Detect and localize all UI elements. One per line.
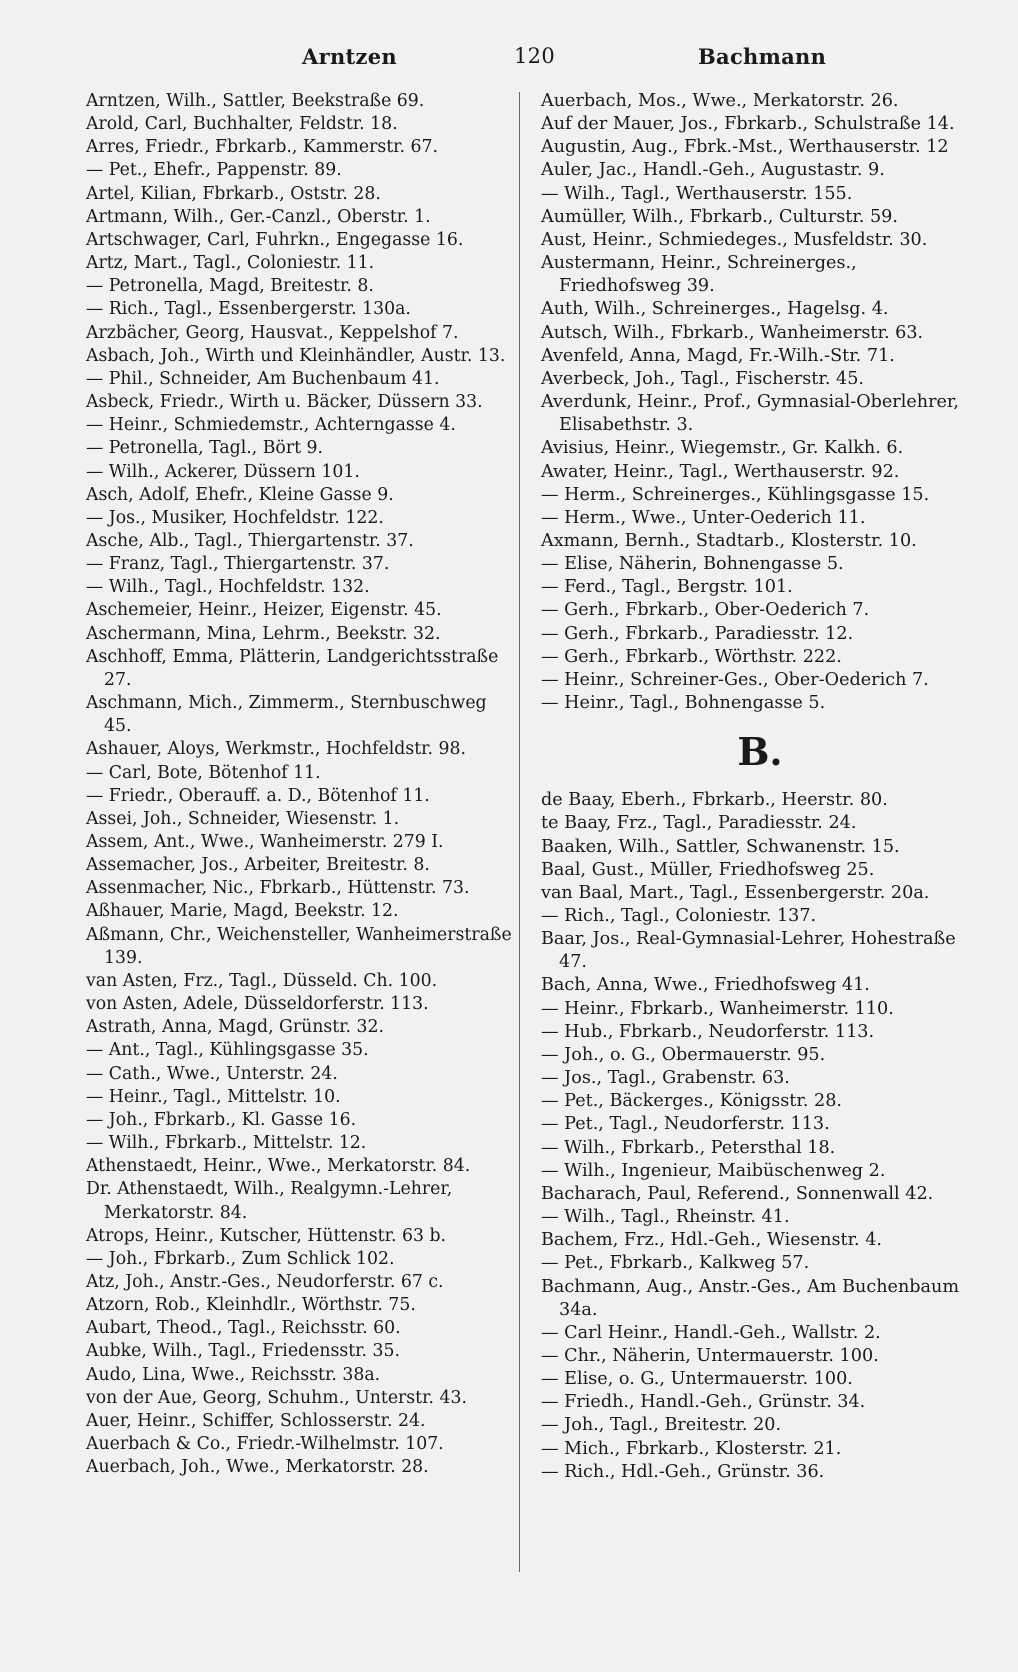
list-item: Athenstaedt, Heinr., Wwe., Merkatorstr. 84. — [86, 1156, 471, 1177]
list-item: Auer, Heinr., Schiffer, Schlosserstr. 24. — [86, 1410, 426, 1431]
list-item: Assenmacher, Nic., Fbrkarb., Hüttenstr. 73. — [86, 878, 470, 899]
list-item: — Elise, Näherin, Bohnengasse 5. — [541, 554, 844, 575]
list-item: — Herm., Wwe., Unter-Oederich 11. — [541, 507, 866, 528]
list-item: — Wilh., Fbrkarb., Mittelstr. 12. — [86, 1133, 367, 1154]
list-item: Artel, Kilian, Fbrkarb., Oststr. 28. — [86, 183, 381, 204]
list-item: Arzbächer, Georg, Hausvat., Keppelshof 7. — [86, 322, 459, 343]
list-item: — Rich., Tagl., Essenbergerstr. 130a. — [86, 299, 411, 320]
list-item: Artmann, Wilh., Ger.-Canzl., Oberstr. 1. — [86, 206, 431, 227]
list-item: — Friedh., Handl.-Geh., Grünstr. 34. — [541, 1392, 866, 1413]
list-item: — Gerh., Fbrkarb., Ober-Oederich 7. — [541, 600, 870, 621]
list-item: — Chr., Näherin, Untermauerstr. 100. — [541, 1345, 879, 1366]
section-letter-heading: B. — [737, 729, 783, 775]
list-item: Auf der Mauer, Jos., Fbrkarb., Schulstraße 14. — [541, 114, 955, 135]
list-item: — Hub., Fbrkarb., Neudorferstr. 113. — [541, 1021, 875, 1042]
list-item: — Heinr., Tagl., Bohnengasse 5. — [541, 693, 826, 714]
page-number: 120 — [514, 44, 555, 68]
list-item: — Rich., Tagl., Coloniestr. 137. — [541, 906, 817, 926]
list-item: — Wilh., Tagl., Werthauserstr. 155. — [541, 183, 853, 204]
list-item: Aßmann, Chr., Weichensteller, Wanheimerstraße 139. — [86, 924, 512, 968]
list-item: Artschwager, Carl, Fuhrkn., Engegasse 16. — [86, 229, 464, 250]
list-item: Aumüller, Wilh., Fbrkarb., Culturstr. 59. — [541, 206, 898, 227]
list-item: Aschermann, Mina, Lehrm., Beekstr. 32. — [86, 623, 441, 644]
list-item: — Petronella, Magd, Breitestr. 8. — [86, 276, 374, 297]
list-item: Astrath, Anna, Magd, Grünstr. 32. — [86, 1017, 385, 1038]
list-item: Aubke, Wilh., Tagl., Friedensstr. 35. — [86, 1341, 400, 1362]
list-item: Austermann, Heinr., Schreinerges., Friedhofsweg 39. — [541, 253, 857, 297]
list-item: — Ant., Tagl., Kühlingsgasse 35. — [86, 1040, 369, 1061]
list-item: — Franz, Tagl., Thiergartenstr. 37. — [86, 554, 390, 575]
list-item: Autsch, Wilh., Fbrkarb., Wanheimerstr. 63. — [541, 322, 924, 343]
list-item: — Joh., Tagl., Breitestr. 20. — [541, 1415, 782, 1436]
list-item: — Herm., Schreinerges., Kühlingsgasse 15. — [541, 484, 930, 505]
list-item: Assemacher, Jos., Arbeiter, Breitestr. 8. — [86, 855, 430, 876]
list-item: — Heinr., Fbrkarb., Wanheimerstr. 110. — [541, 998, 894, 1019]
list-item: de Baay, Eberh., Fbrkarb., Heerstr. 80. — [541, 790, 888, 811]
list-item: — Carl, Bote, Bötenhof 11. — [86, 762, 321, 783]
list-item: — Elise, o. G., Untermauerstr. 100. — [541, 1369, 853, 1390]
right-column — [541, 90, 979, 1484]
list-item: Aschmann, Mich., Zimmerm., Sternbuschweg 45. — [86, 693, 487, 737]
list-item: Bacharach, Paul, Referend., Sonnenwall 42. — [541, 1183, 934, 1204]
list-item: Assei, Joh., Schneider, Wiesenstr. 1. — [86, 808, 400, 829]
list-item: — Joh., Fbrkarb., Zum Schlick 102. — [86, 1248, 395, 1269]
list-item: Atzorn, Rob., Kleinhdlr., Wörthstr. 75. — [86, 1295, 416, 1316]
list-item: — Carl Heinr., Handl.-Geh., Wallstr. 2. — [541, 1322, 881, 1343]
list-item: — Petronella, Tagl., Bört 9. — [86, 438, 324, 459]
running-head-left: Arntzen — [302, 44, 397, 69]
list-item: — Pet., Tagl., Neudorferstr. 113. — [541, 1114, 830, 1135]
list-item: Ashauer, Aloys, Werkmstr., Hochfeldstr. 98. — [86, 739, 467, 760]
list-item: Augustin, Aug., Fbrk.-Mst., Werthauserstr. 12 — [541, 137, 949, 158]
list-item: Averbeck, Joh., Tagl., Fischerstr. 45. — [541, 368, 865, 389]
list-item: — Cath., Wwe., Unterstr. 24. — [86, 1063, 338, 1084]
list-item: van Asten, Frz., Tagl., Düsseld. Ch. 100. — [86, 970, 438, 991]
list-item: — Heinr., Schmiedemstr., Achterngasse 4. — [86, 415, 456, 436]
running-head-right: Bachmann — [698, 44, 827, 69]
list-item: — Jos., Musiker, Hochfeldstr. 122. — [86, 507, 384, 528]
list-item: — Mich., Fbrkarb., Klosterstr. 21. — [541, 1438, 842, 1459]
list-item: — Wilh., Tagl., Rheinstr. 41. — [541, 1207, 790, 1228]
running-head — [0, 44, 1018, 78]
list-item: — Rich., Hdl.-Geh., Grünstr. 36. — [541, 1461, 825, 1482]
list-item: von Asten, Adele, Düsseldorferstr. 113. — [86, 994, 429, 1015]
list-item: — Pet., Ehefr., Pappenstr. 89. — [86, 160, 342, 181]
list-item: Atz, Joh., Anstr.-Ges., Neudorferstr. 67 c. — [86, 1271, 444, 1292]
list-item: Asch, Adolf, Ehefr., Kleine Gasse 9. — [86, 484, 394, 505]
list-item: — Pet., Bäckerges., Königsstr. 28. — [541, 1091, 842, 1112]
list-item: Atrops, Heinr., Kutscher, Hüttenstr. 63 b. — [86, 1225, 447, 1246]
list-item: Bach, Anna, Wwe., Friedhofsweg 41. — [541, 975, 870, 996]
list-item: — Heinr., Schreiner-Ges., Ober-Oederich 7. — [541, 669, 929, 690]
list-item: Avisius, Heinr., Wiegemstr., Gr. Kalkh. 6. — [541, 438, 904, 459]
list-item: Auler, Jac., Handl.-Geh., Augustastr. 9. — [541, 160, 885, 181]
list-item: Artz, Mart., Tagl., Coloniestr. 11. — [86, 253, 375, 274]
list-item: te Baay, Frz., Tagl., Paradiesstr. 24. — [541, 813, 857, 834]
list-item: Auerbach, Joh., Wwe., Merkatorstr. 28. — [86, 1457, 429, 1478]
list-item: Bachmann, Aug., Anstr.-Ges., Am Buchenbaum 34a. — [541, 1276, 960, 1320]
list-item: Assem, Ant., Wwe., Wanheimerstr. 279 I. — [86, 832, 444, 852]
list-item: Dr. Athenstaedt, Wilh., Realgymn.-Lehrer, Merkatorstr. 84. — [86, 1179, 453, 1223]
list-item: Auth, Wilh., Schreinerges., Hagelsg. 4. — [541, 299, 889, 320]
list-item: — Wilh., Fbrkarb., Petersthal 18. — [541, 1137, 836, 1158]
list-item: Bachem, Frz., Hdl.-Geh., Wiesenstr. 4. — [541, 1230, 883, 1251]
list-item: — Heinr., Tagl., Mittelstr. 10. — [86, 1086, 341, 1107]
list-item: Aschemeier, Heinr., Heizer, Eigenstr. 45. — [86, 600, 442, 621]
list-item: Arres, Friedr., Fbrkarb., Kammerstr. 67. — [86, 137, 439, 158]
list-item: Averdunk, Heinr., Prof., Gymnasial-Oberlehrer, Elisabethstr. 3. — [541, 392, 959, 436]
list-item: Auerbach, Mos., Wwe., Merkatorstr. 26. — [541, 91, 899, 111]
list-item: Aust, Heinr., Schmiedeges., Musfeldstr. 30. — [541, 229, 928, 250]
list-item: Asbeck, Friedr., Wirth u. Bäcker, Düssern 33. — [86, 392, 483, 413]
left-column — [86, 90, 518, 1479]
list-item: Arntzen, Wilh., Sattler, Beekstraße 69. — [86, 91, 425, 111]
list-item: Aubart, Theod., Tagl., Reichsstr. 60. — [86, 1318, 401, 1339]
list-item: Awater, Heinr., Tagl., Werthauserstr. 92. — [541, 461, 900, 482]
list-item: Aschhoff, Emma, Plätterin, Landgerichtsstraße 27. — [86, 646, 499, 690]
list-item: — Joh., Fbrkarb., Kl. Gasse 16. — [86, 1109, 357, 1130]
list-item: Auerbach & Co., Friedr.-Wilhelmstr. 107. — [86, 1434, 444, 1455]
list-item: Asche, Alb., Tagl., Thiergartenstr. 37. — [86, 530, 414, 551]
list-item: — Ferd., Tagl., Bergstr. 101. — [541, 577, 793, 598]
list-item: van Baal, Mart., Tagl., Essenbergerstr. 20a. — [541, 882, 930, 903]
list-item: Audo, Lina, Wwe., Reichsstr. 38a. — [86, 1364, 381, 1385]
list-item: Baar, Jos., Real-Gymnasial-Lehrer, Hohestraße 47. — [541, 929, 956, 973]
list-item: Baal, Gust., Müller, Friedhofsweg 25. — [541, 859, 875, 880]
list-item: — Wilh., Ackerer, Düssern 101. — [86, 461, 360, 482]
list-item: von der Aue, Georg, Schuhm., Unterstr. 43. — [86, 1387, 467, 1408]
list-item: Arold, Carl, Buchhalter, Feldstr. 18. — [86, 114, 398, 135]
list-item: — Phil., Schneider, Am Buchenbaum 41. — [86, 368, 440, 389]
list-item: Avenfeld, Anna, Magd, Fr.-Wilh.-Str. 71. — [541, 345, 895, 366]
list-item: — Friedr., Oberauff. a. D., Bötenhof 11. — [86, 785, 430, 806]
list-item: Aßhauer, Marie, Magd, Beekstr. 12. — [86, 901, 399, 922]
list-item: — Wilh., Ingenieur, Maibüschenweg 2. — [541, 1160, 886, 1181]
list-item: — Jos., Tagl., Grabenstr. 63. — [541, 1068, 790, 1089]
list-item: — Wilh., Tagl., Hochfeldstr. 132. — [86, 577, 370, 598]
list-item: Baaken, Wilh., Sattler, Schwanenstr. 15. — [541, 836, 900, 857]
list-item: — Gerh., Fbrkarb., Paradiesstr. 12. — [541, 623, 854, 644]
column-divider — [519, 92, 520, 1572]
list-item: Axmann, Bernh., Stadtarb., Klosterstr. 10. — [541, 530, 917, 551]
list-item: — Pet., Fbrkarb., Kalkweg 57. — [541, 1253, 810, 1274]
list-item: — Joh., o. G., Obermauerstr. 95. — [541, 1044, 826, 1065]
list-item: Asbach, Joh., Wirth und Kleinhändler, Austr. 13. — [86, 345, 506, 366]
list-item: — Gerh., Fbrkarb., Wörthstr. 222. — [541, 646, 842, 667]
